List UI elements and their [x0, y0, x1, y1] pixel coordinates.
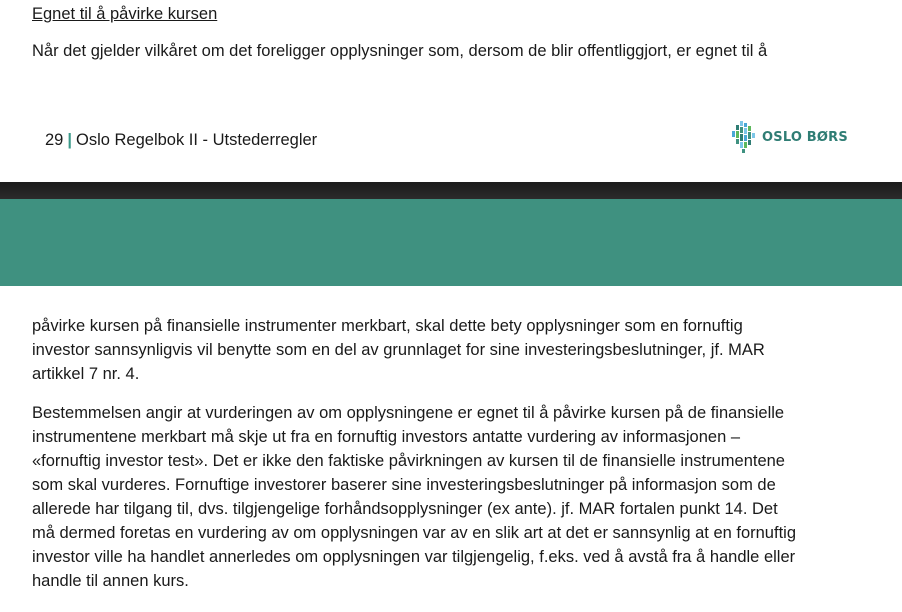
paragraph-line: påvirke kursen på finansielle instrumenter merkbart, skal dette bety opplysninger som en fornuftig: [32, 317, 743, 335]
oslo-bors-logo-icon: [731, 121, 757, 153]
logo-wordmark: OSLO BØRS: [762, 129, 848, 145]
section-heading: Egnet til å påvirke kursen: [32, 5, 218, 23]
document-page-top: [0, 0, 902, 182]
paragraph-line: Bestemmelsen angir at vurderingen av om opplysningene er egnet til å påvirke kursen på de finansielle: [32, 404, 785, 422]
page-break-dark-band: [0, 182, 902, 199]
paragraph-line: instrumentene merkbart må skje ut fra en fornuftig investors antatte vurdering av informasjonen –: [32, 428, 741, 446]
paragraph-line: allerede har tilgang til, dvs. tilgjengelige forhåndsopplysninger (ex ante). jf. MAR fortalen punkt 14. Det: [32, 500, 778, 518]
page-number: 29: [45, 131, 64, 149]
document-page-bottom: [0, 286, 902, 612]
document-title: Oslo Regelbok II - Utstederregler: [75, 131, 318, 149]
paragraph-line: artikkel 7 nr. 4.: [32, 365, 140, 383]
page-break-teal-band: [0, 199, 902, 286]
intro-text-line: Når det gjelder vilkåret om det foreligger opplysninger som, dersom de blir offentliggjort, er egnet til å: [32, 42, 768, 60]
footer-separator: |: [67, 131, 72, 149]
paragraph-line: investor ville ha handlet annerledes om opplysningen var tilgjengelig, f.eks. ved å avstå fra å handle eller: [32, 548, 796, 566]
paragraph-line: investor sannsynligvis vil benytte som en del av grunnlaget for sine investeringsbeslutninger, jf. MAR: [32, 341, 765, 359]
paragraph-line: som skal vurderes. Fornuftige investorer baserer sine investeringsbeslutninger på informasjon som de: [32, 476, 776, 494]
paragraph-line: handle til annen kurs.: [32, 572, 189, 590]
paragraph-line: «fornuftig investor test». Det er ikke den faktiske påvirkningen av kursen til de finansielle instrumentene: [32, 452, 785, 470]
oslo-bors-logo: [731, 121, 848, 153]
page-footer: [45, 131, 317, 150]
paragraph-line: må dermed foretas en vurdering av om opplysningen var av en slik art at det er sannsynlig at en fornuftig: [32, 524, 796, 542]
